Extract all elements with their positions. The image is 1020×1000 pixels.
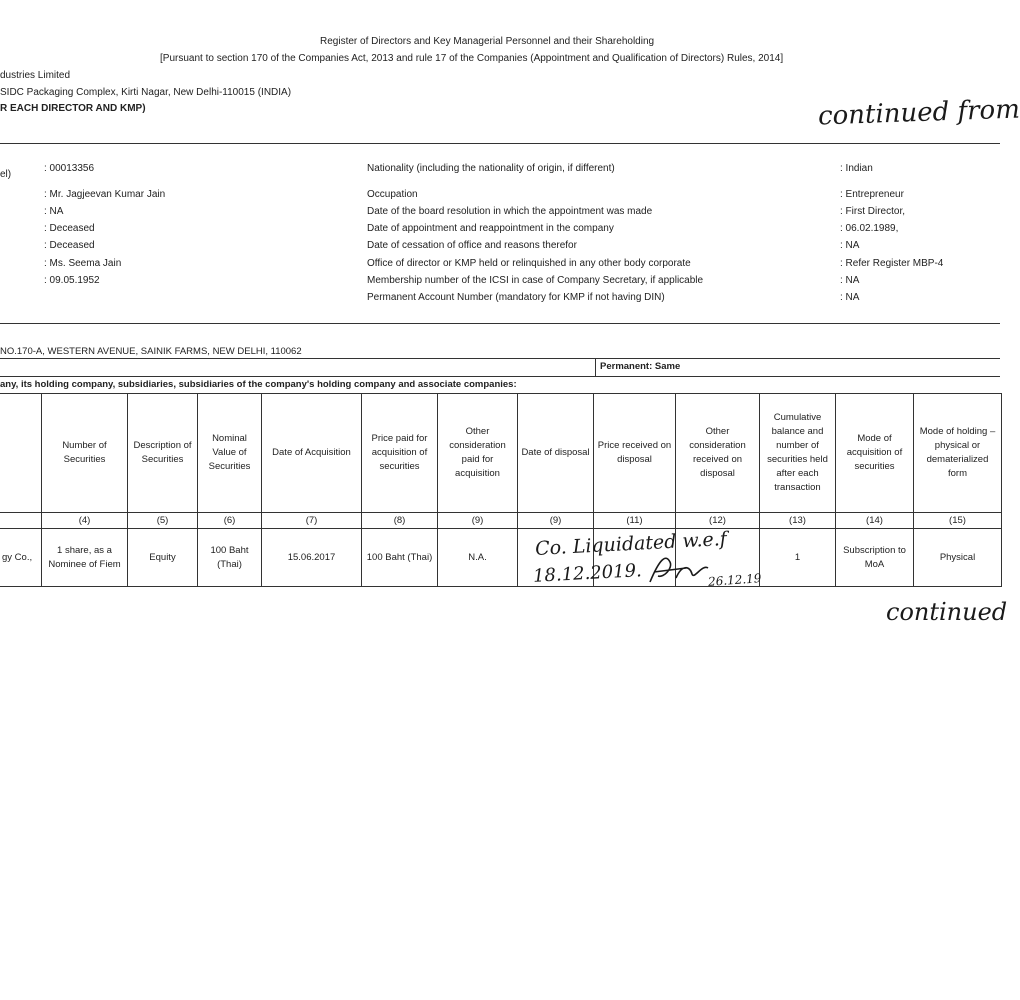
col-number: (15) — [914, 513, 1002, 529]
handwritten-continued-from: continued from — [817, 94, 1020, 132]
mode-of-acquisition-cell: Subscription to MoA — [836, 529, 914, 587]
handwritten-signature-date: 26.12.19 — [707, 571, 762, 589]
table-number-row — [0, 513, 1002, 529]
securities-caption: any, its holding company, subsidiaries, subsidiaries of the company's holding company and associate companies: — [0, 379, 517, 390]
col-number: (4) — [42, 513, 128, 529]
section-heading: R EACH DIRECTOR AND KMP) — [0, 103, 146, 114]
caption-top-border — [0, 376, 1000, 377]
col-number: (6) — [198, 513, 262, 529]
permanent-address: Permanent: Same — [600, 361, 681, 372]
register-subtitle: [Pursuant to section 170 of the Companies Act, 2013 and rule 17 of the Companies (Appointment and Qualification of Directors) Rules, 2014] — [160, 53, 784, 64]
nominal-value-cell: 100 Baht (Thai) — [198, 529, 262, 587]
spouse-name: : Ms. Seema Jain — [44, 258, 122, 269]
register-title: Register of Directors and Key Managerial Personnel and their Shareholding — [320, 36, 655, 47]
col-number: (9) — [438, 513, 518, 529]
mode-of-holding-cell: Physical — [914, 529, 1002, 587]
acquisition-date-cell: 15.06.2017 — [262, 529, 362, 587]
detail-value: : NA — [840, 240, 860, 251]
detail-value: : Refer Register MBP-4 — [840, 258, 944, 269]
handwritten-liquidated-note: Co. Liquidated w.e.f — [534, 527, 728, 561]
col-header — [0, 394, 42, 513]
col-header: Cumulative balance and number of securities held after each transaction — [760, 394, 836, 513]
appointment-date: : 06.02.1989, — [840, 223, 899, 234]
residential-address: NO.170-A, WESTERN AVENUE, SAINIK FARMS, NEW DELHI, 110062 — [0, 346, 302, 357]
permanent-divider — [595, 358, 596, 376]
date-of-birth: : 09.05.1952 — [44, 275, 100, 286]
securities-table — [0, 393, 1002, 587]
col-number: (5) — [128, 513, 198, 529]
col-header: Other consideration received on disposal — [676, 394, 760, 513]
company-address: SIDC Packaging Complex, Kirti Nagar, New Delhi-110015 (INDIA) — [0, 87, 292, 98]
detail-value: : Deceased — [44, 223, 95, 234]
col-number: (11) — [594, 513, 676, 529]
details-bottom-border — [0, 323, 1000, 324]
col-number: (9) — [518, 513, 594, 529]
detail-label: Nationality (including the nationality of origin, if different) — [367, 163, 615, 174]
company-name: dustries Limited — [0, 70, 71, 81]
table-header-row — [0, 394, 1002, 513]
din-value: : 00013356 — [44, 163, 95, 174]
col-number: (8) — [362, 513, 438, 529]
col-number — [0, 513, 42, 529]
detail-label: Date of appointment and reappointment in the company — [367, 223, 614, 234]
col-number: (7) — [262, 513, 362, 529]
detail-label: Office of director or KMP held or relinquished in any other body corporate — [367, 258, 691, 269]
director-name: : Mr. Jagjeevan Kumar Jain — [44, 189, 166, 200]
detail-label: Permanent Account Number (mandatory for KMP if not having DIN) — [367, 292, 665, 303]
detail-label: Date of cessation of office and reasons therefor — [367, 240, 577, 251]
company-cell: gy Co., — [0, 529, 42, 587]
price-paid-cell: 100 Baht (Thai) — [362, 529, 438, 587]
number-of-securities-cell: 1 share, as a Nominee of Fiem — [42, 529, 128, 587]
handwritten-continued: continued — [886, 598, 1008, 626]
detail-value: : Deceased — [44, 240, 95, 251]
col-header: Date of disposal — [518, 394, 594, 513]
other-consideration-cell: N.A. — [438, 529, 518, 587]
col-number: (12) — [676, 513, 760, 529]
details-top-border — [0, 143, 1000, 144]
col-header: Number of Securities — [42, 394, 128, 513]
detail-value: : NA — [840, 275, 860, 286]
col-header: Other consideration paid for acquisition — [438, 394, 518, 513]
detail-label: Occupation — [367, 189, 418, 200]
detail-value: : NA — [840, 292, 860, 303]
detail-value: : NA — [44, 206, 64, 217]
col-header: Mode of acquisition of securities — [836, 394, 914, 513]
col-header: Description of Securities — [128, 394, 198, 513]
detail-label: Date of the board resolution in which the appointment was made — [367, 206, 653, 217]
col-header: Price paid for acquisition of securities — [362, 394, 438, 513]
handwritten-signature — [646, 552, 716, 593]
handwritten-liquidation-date: 18.12.2019. — [532, 560, 643, 587]
nationality-value: : Indian — [840, 163, 873, 174]
col-header: Nominal Value of Securities — [198, 394, 262, 513]
din-label: el) — [0, 169, 12, 180]
table-row — [0, 529, 1002, 587]
detail-value: : First Director, — [840, 206, 906, 217]
address-divider — [0, 358, 1000, 359]
description-cell: Equity — [128, 529, 198, 587]
detail-label: Membership number of the ICSI in case of Company Secretary, if applicable — [367, 275, 704, 286]
col-header: Date of Acquisition — [262, 394, 362, 513]
col-number: (13) — [760, 513, 836, 529]
occupation-value: : Entrepreneur — [840, 189, 904, 200]
col-number: (14) — [836, 513, 914, 529]
col-header: Mode of holding – physical or dematerialized form — [914, 394, 1002, 513]
cumulative-balance-cell: 1 — [760, 529, 836, 587]
col-header: Price received on disposal — [594, 394, 676, 513]
